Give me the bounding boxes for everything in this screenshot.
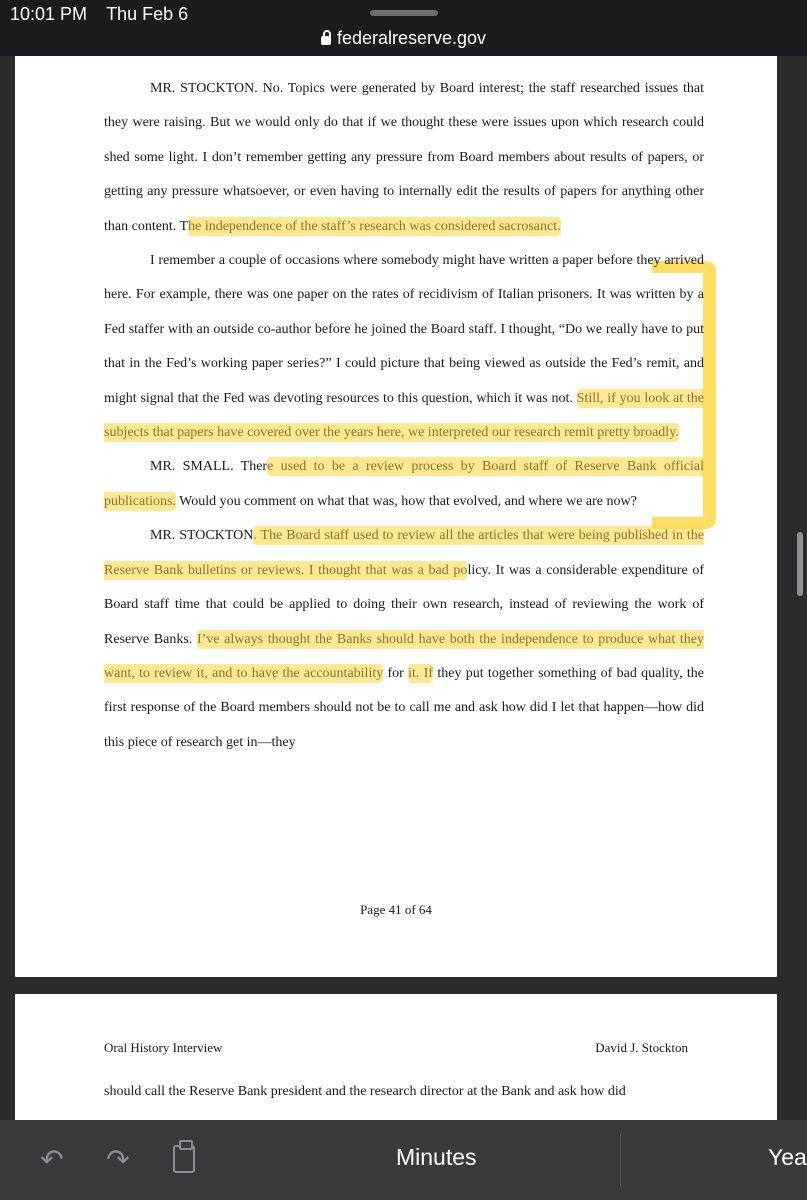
paragraph-small-question	[104, 450, 704, 519]
clipboard-icon	[173, 1145, 195, 1173]
paragraph-text: MR. SMALL. Ther	[150, 459, 268, 475]
document-viewer[interactable]	[0, 56, 807, 1120]
page2-first-line: should call the Reserve Bank president and the research director at the Bank and ask how did	[104, 1084, 626, 1099]
keyboard-shortcut-bar	[0, 1120, 807, 1200]
highlighted-text: I’ve always thought the Banks should have both the independence to produce what they want, to review it, and to have the accountability	[104, 631, 704, 681]
clock-time: 10:01 PM	[10, 4, 88, 24]
paragraph-text: Would you comment on what that was, how that evolved, and where we are now?	[175, 493, 637, 509]
paragraph-recidivism	[104, 244, 704, 450]
paragraph-text: MR. STOCKTON	[150, 528, 254, 544]
predictive-suggestion-2[interactable]: Yea	[768, 1144, 807, 1170]
multitasking-grabber[interactable]	[370, 10, 438, 16]
paragraph-stockton-2	[104, 519, 704, 760]
paragraph-stockton-1	[104, 72, 704, 244]
highlighted-text: e used to be a review process by Board staff of Reserve Bank official publications.	[104, 459, 704, 509]
running-header	[104, 1040, 688, 1056]
lock-icon	[321, 36, 331, 45]
url-bar[interactable]	[0, 28, 807, 49]
highlighted-text: it. If	[408, 665, 434, 681]
paragraph-text: for	[383, 665, 409, 681]
status-time	[10, 4, 188, 25]
paragraph-text: licy. It was a considerable expenditure of Board staff time that could be applied to doing their own research, instead of reviewing the work of Reserve Banks.	[104, 562, 704, 647]
paragraph-text: they put together something of bad quality, the first response of the Board members should not be to call me and ask how did I let that happen—how did this piece of research get in—they	[104, 665, 705, 750]
clock-date: Thu Feb 6	[106, 4, 189, 24]
header-right: David J. Stockton	[595, 1040, 688, 1055]
url-text: federalreserve.gov	[336, 28, 487, 48]
pdf-page	[15, 56, 777, 977]
redo-button[interactable]	[98, 1138, 138, 1182]
paragraph-text: MR. STOCKTON. No. Topics were generated by Board interest; the staff researched issues that they were raising. But we would only do that if we thought these were issues upon which research could shed some light. I don’t remember getting any pressure from Board members about results of papers, or getting any pressure whatsoever, or even having to internally edit the results of papers for anything other than content. T	[104, 81, 704, 234]
highlighted-text: Still, if you look at the subjects that papers have covered over the years here, we interpreted our research remit pretty broadly.	[104, 390, 704, 441]
paragraph-text: I remember a couple of occasions where somebody might have written a paper before they arrived here. For example, there was one paper on the rates of recidivism of Italian prisoners. It was written by a Fed staffer with an outside co-author before he joined the Board staff. I thought, “Do we really have to put that in the Fed’s working paper series?” I could picture that being viewed as outside the Fed’s remit, and might signal that the Fed was devoting resources to this question, which it was not.	[104, 253, 704, 406]
pdf-page-next	[15, 994, 777, 1120]
paste-button[interactable]	[164, 1138, 204, 1182]
suggestion-divider	[620, 1134, 621, 1186]
page-number: Page 41 of 64	[360, 902, 432, 917]
redo-icon: ↷	[106, 1143, 130, 1176]
page-body-text	[104, 72, 704, 760]
header-left: Oral History Interview	[104, 1040, 223, 1055]
undo-icon: ↶	[40, 1143, 64, 1176]
scroll-indicator[interactable]	[797, 532, 803, 596]
status-bar	[0, 0, 807, 56]
undo-button[interactable]	[32, 1138, 72, 1182]
highlighted-text: . The Board staff used to review all the articles that were being published in the Reserve Bank bulletins or reviews. I thought that was a bad po	[104, 528, 704, 578]
highlighted-text: he independence of the staff’s research was considered sacrosanct.	[188, 218, 561, 234]
predictive-suggestion-1[interactable]: Minutes	[396, 1144, 477, 1170]
